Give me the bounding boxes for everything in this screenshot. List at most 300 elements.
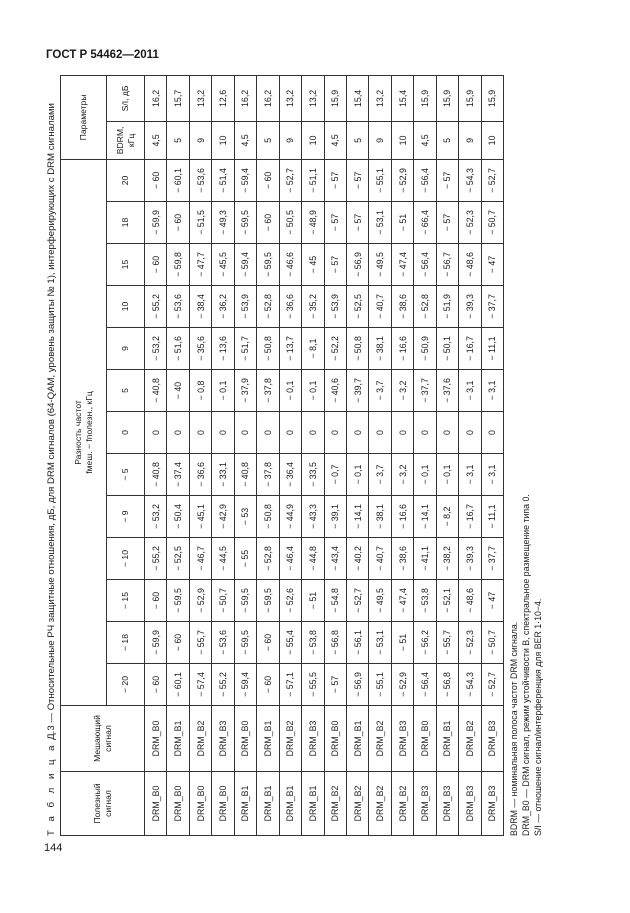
cell-value: − 52,8 [414, 286, 436, 328]
cell-value: 0 [257, 412, 279, 454]
cell-value: − 38,2 [436, 538, 458, 580]
table-row [436, 75, 458, 835]
cell-value: − 57 [324, 244, 346, 286]
cell-value: − 59,5 [234, 622, 256, 664]
offset-header: 18 [107, 202, 145, 244]
offset-header: − 15 [107, 580, 145, 622]
cell-value: − 50,5 [279, 202, 301, 244]
cell-value: − 52,7 [279, 159, 301, 201]
cell-value: − 52,7 [481, 664, 503, 706]
cell-value: − 56,8 [324, 622, 346, 664]
cell-value: − 40,2 [346, 538, 368, 580]
cell-value: − 46,7 [189, 538, 211, 580]
cell-value: − 3,1 [481, 454, 503, 496]
cell-value: − 59,8 [167, 244, 189, 286]
caption-number: Д.3 [46, 725, 57, 740]
cell-value: − 8,1 [302, 328, 324, 370]
cell-bandwidth: 5 [257, 121, 279, 159]
cell-value: − 52,9 [189, 580, 211, 622]
offset-header: − 10 [107, 538, 145, 580]
cell-value: − 50,8 [346, 328, 368, 370]
cell-value: − 56,9 [346, 244, 368, 286]
cell-wanted: DRM_B0 [212, 772, 234, 836]
cell-si: 13,2 [369, 75, 391, 121]
cell-value: − 13,6 [212, 328, 234, 370]
note-bdrm: BDRM — номинальная полоса частот DRM сигнала. [509, 621, 519, 836]
rotated-content [44, 76, 550, 836]
cell-value: − 60 [257, 622, 279, 664]
cell-value: − 16,6 [391, 496, 413, 538]
cell-wanted: DRM_B2 [324, 772, 346, 836]
cell-value: − 47,7 [189, 244, 211, 286]
cell-wanted: DRM_B2 [346, 772, 368, 836]
cell-value: − 39,7 [346, 370, 368, 412]
cell-wanted: DRM_B2 [391, 772, 413, 836]
cell-value: − 66,4 [414, 202, 436, 244]
header-bandwidth: BDRM, кГц [107, 121, 145, 159]
table-row [302, 75, 324, 835]
header-freq-diff-line1: Разность частот [73, 400, 84, 465]
cell-value: 0 [212, 412, 234, 454]
cell-value: − 52,2 [324, 328, 346, 370]
cell-value: − 53,6 [167, 286, 189, 328]
cell-value: − 3,2 [391, 454, 413, 496]
cell-value: − 56,8 [436, 664, 458, 706]
header-interfering: Мешающий сигнал [61, 706, 145, 772]
cell-value: − 54,8 [324, 580, 346, 622]
cell-value: − 51,4 [212, 159, 234, 201]
cell-value: − 37,7 [414, 370, 436, 412]
cell-wanted: DRM_B3 [414, 772, 436, 836]
cell-si: 15,7 [167, 75, 189, 121]
cell-value: 0 [391, 412, 413, 454]
cell-bandwidth: 4,5 [414, 121, 436, 159]
offset-header: − 9 [107, 496, 145, 538]
cell-value: − 52,3 [459, 622, 481, 664]
cell-interfering: DRM_B1 [436, 706, 458, 772]
cell-value: − 53,9 [234, 286, 256, 328]
cell-value: − 38,4 [189, 286, 211, 328]
cell-value: − 52,7 [346, 580, 368, 622]
cell-value: − 56,1 [346, 622, 368, 664]
cell-bandwidth: 9 [459, 121, 481, 159]
offset-header: 10 [107, 286, 145, 328]
cell-value: − 57,4 [189, 664, 211, 706]
table-caption [46, 76, 57, 836]
cell-value: − 60 [257, 159, 279, 201]
cell-value: − 52,3 [459, 202, 481, 244]
table-notes [508, 76, 544, 836]
cell-value: − 55,1 [369, 159, 391, 201]
cell-wanted: DRM_B0 [145, 772, 167, 836]
cell-value: − 51 [391, 202, 413, 244]
header-freq-diff [61, 159, 107, 705]
cell-value: − 38,6 [391, 286, 413, 328]
cell-value: − 40,7 [369, 286, 391, 328]
cell-value: − 59,5 [257, 580, 279, 622]
cell-value: − 53,2 [145, 328, 167, 370]
cell-value: − 50,1 [436, 328, 458, 370]
cell-value: − 60 [145, 664, 167, 706]
offset-header: 20 [107, 159, 145, 201]
cell-value: − 0,1 [279, 370, 301, 412]
header-si: S/I, дБ [107, 75, 145, 121]
cell-value: − 55,4 [279, 622, 301, 664]
cell-value: − 56,9 [346, 664, 368, 706]
cell-value: − 60,1 [167, 159, 189, 201]
cell-value: − 38,1 [369, 496, 391, 538]
cell-value: − 59,9 [145, 202, 167, 244]
cell-value: 0 [324, 412, 346, 454]
cell-value: − 8,2 [436, 496, 458, 538]
cell-value: − 36,4 [279, 454, 301, 496]
cell-value: − 56,4 [414, 664, 436, 706]
offset-header: − 5 [107, 454, 145, 496]
cell-value: 0 [279, 412, 301, 454]
cell-value: − 45,5 [212, 244, 234, 286]
cell-bandwidth: 10 [212, 121, 234, 159]
cell-bandwidth: 4,5 [145, 121, 167, 159]
page-number: 144 [44, 842, 63, 854]
cell-value: − 47 [481, 244, 503, 286]
cell-value: − 51 [391, 622, 413, 664]
cell-value: − 48,6 [459, 244, 481, 286]
cell-interfering: DRM_B1 [167, 706, 189, 772]
cell-value: − 56,4 [414, 244, 436, 286]
cell-value: − 49,5 [369, 244, 391, 286]
cell-si: 15,9 [436, 75, 458, 121]
cell-bandwidth: 5 [167, 121, 189, 159]
offset-header: 9 [107, 328, 145, 370]
cell-value: − 39,1 [324, 496, 346, 538]
cell-value: − 11,1 [481, 496, 503, 538]
cell-value: 0 [481, 412, 503, 454]
cell-value: − 36,6 [189, 454, 211, 496]
cell-value: − 52,8 [257, 286, 279, 328]
cell-value: 0 [167, 412, 189, 454]
cell-interfering: DRM_B0 [414, 706, 436, 772]
cell-si: 13,2 [302, 75, 324, 121]
caption-prefix: Т а б л и ц а [46, 742, 57, 836]
cell-si: 12,6 [212, 75, 234, 121]
cell-value: − 0,1 [414, 454, 436, 496]
cell-interfering: DRM_B3 [481, 706, 503, 772]
cell-value: − 55,2 [145, 538, 167, 580]
cell-value: − 39,3 [459, 538, 481, 580]
cell-si: 15,9 [459, 75, 481, 121]
offset-header: − 18 [107, 622, 145, 664]
cell-value: − 33,5 [302, 454, 324, 496]
cell-value: − 56,7 [436, 244, 458, 286]
cell-value: − 57 [436, 202, 458, 244]
cell-value: − 44,8 [302, 538, 324, 580]
cell-value: − 3,7 [369, 454, 391, 496]
cell-interfering: DRM_B0 [324, 706, 346, 772]
cell-value: − 46,4 [279, 538, 301, 580]
cell-value: − 53,2 [145, 496, 167, 538]
cell-value: − 3,7 [369, 370, 391, 412]
table-row [391, 75, 413, 835]
table-row [145, 75, 167, 835]
cell-interfering: DRM_B3 [212, 706, 234, 772]
cell-value: − 59,5 [257, 244, 279, 286]
cell-value: − 59,4 [234, 159, 256, 201]
cell-value: − 36,6 [279, 286, 301, 328]
cell-value: − 37,8 [257, 370, 279, 412]
cell-value: − 40,6 [324, 370, 346, 412]
offset-header: 15 [107, 244, 145, 286]
cell-si: 15,4 [346, 75, 368, 121]
cell-value: − 59,4 [234, 244, 256, 286]
cell-value: − 57,1 [279, 664, 301, 706]
cell-value: − 48,9 [302, 202, 324, 244]
cell-value: − 56,4 [414, 159, 436, 201]
cell-value: − 55,5 [302, 664, 324, 706]
cell-value: − 57 [346, 159, 368, 201]
table-row [189, 75, 211, 835]
cell-value: − 45,1 [189, 496, 211, 538]
cell-value: 0 [234, 412, 256, 454]
cell-value: − 59,9 [145, 622, 167, 664]
cell-value: − 53,1 [369, 202, 391, 244]
cell-value: − 51,7 [234, 328, 256, 370]
cell-value: − 37,4 [167, 454, 189, 496]
cell-value: − 50,9 [414, 328, 436, 370]
cell-value: − 52,7 [481, 159, 503, 201]
offset-header: − 20 [107, 664, 145, 706]
cell-value: − 50,8 [257, 328, 279, 370]
cell-interfering: DRM_B0 [145, 706, 167, 772]
cell-value: − 46,6 [279, 244, 301, 286]
cell-value: − 47,4 [391, 244, 413, 286]
cell-value: − 53,8 [414, 580, 436, 622]
cell-value: − 50,7 [481, 622, 503, 664]
cell-value: − 41,1 [414, 538, 436, 580]
cell-value: − 56,2 [414, 622, 436, 664]
cell-value: − 11,1 [481, 328, 503, 370]
cell-value: − 53,9 [324, 286, 346, 328]
cell-interfering: DRM_B2 [459, 706, 481, 772]
cell-wanted: DRM_B0 [189, 772, 211, 836]
cell-value: − 55,2 [145, 286, 167, 328]
cell-value: − 55,7 [436, 622, 458, 664]
cell-value: − 52,8 [257, 538, 279, 580]
cell-interfering: DRM_B2 [189, 706, 211, 772]
table-row [212, 75, 234, 835]
cell-value: 0 [189, 412, 211, 454]
protection-ratio-table [60, 75, 504, 836]
cell-value: − 38,1 [369, 328, 391, 370]
cell-value: − 40,8 [145, 454, 167, 496]
cell-bandwidth: 5 [346, 121, 368, 159]
cell-value: − 50,4 [167, 496, 189, 538]
cell-value: − 44,9 [279, 496, 301, 538]
cell-interfering: DRM_B0 [234, 706, 256, 772]
cell-value: − 52,6 [279, 580, 301, 622]
cell-value: − 47 [481, 580, 503, 622]
cell-wanted: DRM_B1 [234, 772, 256, 836]
cell-value: − 59,5 [167, 580, 189, 622]
table-row [279, 75, 301, 835]
cell-wanted: DRM_B3 [436, 772, 458, 836]
cell-value: − 48,6 [459, 580, 481, 622]
cell-value: − 39,3 [459, 286, 481, 328]
cell-value: − 59,5 [234, 580, 256, 622]
table-row [257, 75, 279, 835]
cell-value: − 50,7 [212, 580, 234, 622]
cell-si: 13,2 [279, 75, 301, 121]
document-code: ГОСТ Р 54462—2011 [46, 49, 159, 61]
cell-wanted: DRM_B1 [279, 772, 301, 836]
cell-si: 15,9 [481, 75, 503, 121]
cell-value: − 55,1 [369, 664, 391, 706]
cell-value: − 52,5 [167, 538, 189, 580]
cell-si: 16,2 [234, 75, 256, 121]
cell-value: − 55,2 [212, 664, 234, 706]
table-row [346, 75, 368, 835]
cell-value: − 52,5 [346, 286, 368, 328]
cell-value: − 37,6 [436, 370, 458, 412]
header-params: Параметры [61, 75, 107, 159]
cell-value: − 60 [257, 664, 279, 706]
cell-si: 16,2 [257, 75, 279, 121]
cell-value: 0 [145, 412, 167, 454]
cell-value: − 43,3 [302, 496, 324, 538]
cell-value: − 44,5 [212, 538, 234, 580]
cell-value: − 49,3 [212, 202, 234, 244]
cell-bandwidth: 4,5 [324, 121, 346, 159]
cell-value: − 3,1 [481, 370, 503, 412]
cell-value: 0 [369, 412, 391, 454]
cell-value: − 60 [145, 580, 167, 622]
cell-value: − 35,6 [189, 328, 211, 370]
cell-value: − 37,7 [481, 286, 503, 328]
cell-wanted: DRM_B2 [369, 772, 391, 836]
cell-bandwidth: 9 [369, 121, 391, 159]
cell-value: − 57 [324, 159, 346, 201]
cell-value: − 55,7 [189, 622, 211, 664]
cell-wanted: DRM_B3 [481, 772, 503, 836]
cell-value: − 0,1 [436, 454, 458, 496]
table-row [369, 75, 391, 835]
table-row [167, 75, 189, 835]
table-row [459, 75, 481, 835]
cell-interfering: DRM_B3 [302, 706, 324, 772]
cell-value: − 53,8 [302, 622, 324, 664]
cell-value: − 57 [324, 202, 346, 244]
cell-value: − 49,5 [369, 580, 391, 622]
cell-value: 0 [346, 412, 368, 454]
cell-value: − 59,4 [234, 664, 256, 706]
cell-bandwidth: 10 [481, 121, 503, 159]
cell-interfering: DRM_B2 [369, 706, 391, 772]
cell-interfering: DRM_B3 [391, 706, 413, 772]
cell-value: − 36,2 [212, 286, 234, 328]
cell-wanted: DRM_B1 [257, 772, 279, 836]
cell-value: − 53,6 [189, 159, 211, 201]
cell-value: − 45 [302, 244, 324, 286]
cell-value: − 60 [145, 159, 167, 201]
cell-value: − 59,5 [234, 202, 256, 244]
cell-value: 0 [302, 412, 324, 454]
offset-header: 0 [107, 412, 145, 454]
note-si: S/I — отношение сигнал/интерференция для BER 1·10−4. [533, 598, 543, 836]
header-freq-diff-line2: fмеш. − fполезн., кГц [83, 391, 94, 474]
caption-text: — Относительные РЧ защитные отношения, дБ, для DRM сигналов (64-QAM, уровень защиты № 1), интерферирующих с DRM сигналами [46, 103, 57, 723]
cell-bandwidth: 10 [391, 121, 413, 159]
table-row [324, 75, 346, 835]
cell-value: − 52,1 [436, 580, 458, 622]
cell-value: − 33,1 [212, 454, 234, 496]
cell-value: − 57 [346, 202, 368, 244]
cell-value: − 35,2 [302, 286, 324, 328]
cell-value: − 47,4 [391, 580, 413, 622]
cell-bandwidth: 9 [279, 121, 301, 159]
cell-value: − 37,8 [257, 454, 279, 496]
cell-bandwidth: 5 [436, 121, 458, 159]
cell-value: − 40,8 [234, 454, 256, 496]
cell-value: − 52,9 [391, 664, 413, 706]
cell-value: − 0,1 [302, 370, 324, 412]
cell-value: − 60 [167, 622, 189, 664]
cell-value: − 0,7 [324, 454, 346, 496]
cell-value: − 60,1 [167, 664, 189, 706]
note-drm-b0: DRM_B0 — DRM сигнал, режим устойчивости B, спектральное размещение типа 0. [521, 494, 531, 836]
header-wanted: Полезный сигнал [61, 772, 145, 836]
cell-value: − 3,1 [459, 454, 481, 496]
cell-value: − 52,9 [391, 159, 413, 201]
cell-si: 16,2 [145, 75, 167, 121]
cell-si: 13,2 [189, 75, 211, 121]
cell-value: − 54,3 [459, 159, 481, 201]
cell-si: 15,4 [391, 75, 413, 121]
cell-value: − 51,6 [167, 328, 189, 370]
cell-value: − 0,1 [346, 454, 368, 496]
cell-value: − 57 [436, 159, 458, 201]
cell-si: 15,9 [324, 75, 346, 121]
cell-value: − 51,9 [436, 286, 458, 328]
cell-value: − 53 [234, 496, 256, 538]
cell-value: − 40,7 [369, 538, 391, 580]
cell-value: − 37,7 [481, 538, 503, 580]
cell-value: − 54,3 [459, 664, 481, 706]
cell-value: − 14,1 [414, 496, 436, 538]
cell-value: 0 [459, 412, 481, 454]
cell-value: − 0,8 [189, 370, 211, 412]
cell-value: − 37,9 [234, 370, 256, 412]
cell-value: − 16,7 [459, 496, 481, 538]
cell-value: − 16,7 [459, 328, 481, 370]
cell-value: − 51,1 [302, 159, 324, 201]
cell-bandwidth: 4,5 [234, 121, 256, 159]
cell-wanted: DRM_B3 [459, 772, 481, 836]
cell-interfering: DRM_B1 [257, 706, 279, 772]
cell-si: 15,9 [414, 75, 436, 121]
cell-value: − 51 [302, 580, 324, 622]
cell-value: − 42,9 [212, 496, 234, 538]
cell-interfering: DRM_B1 [346, 706, 368, 772]
cell-value: − 16,6 [391, 328, 413, 370]
cell-value: 0 [436, 412, 458, 454]
cell-interfering: DRM_B2 [279, 706, 301, 772]
cell-value: − 51,5 [189, 202, 211, 244]
cell-value: − 0,1 [212, 370, 234, 412]
cell-value: − 50,8 [257, 496, 279, 538]
cell-value: − 53,1 [369, 622, 391, 664]
cell-value: − 13,7 [279, 328, 301, 370]
table-row [234, 75, 256, 835]
cell-value: − 3,1 [459, 370, 481, 412]
